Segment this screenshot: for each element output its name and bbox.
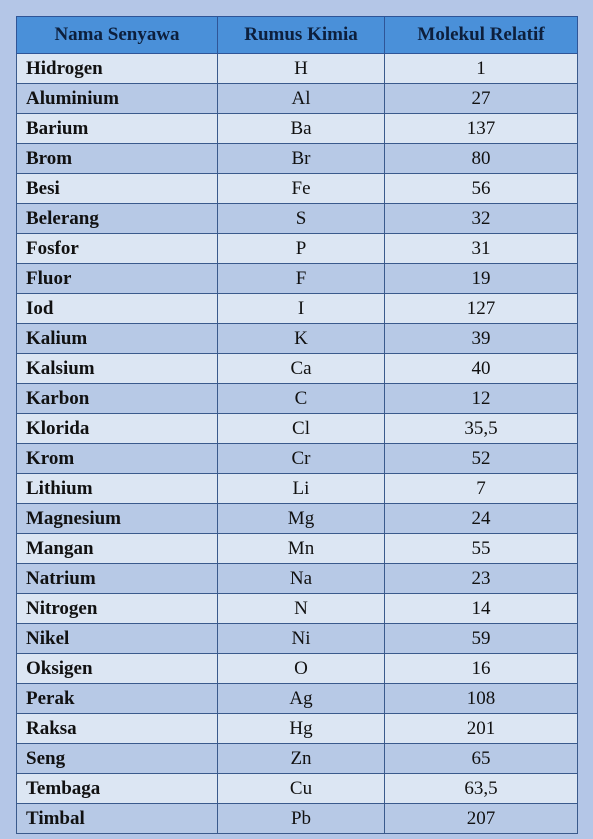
relative-mass-cell: 59 xyxy=(385,624,578,654)
element-name-cell: Lithium xyxy=(17,474,218,504)
element-name-cell: Besi xyxy=(17,174,218,204)
chemical-formula-cell: P xyxy=(218,234,385,264)
chemical-formula-cell: Fe xyxy=(218,174,385,204)
element-name-cell: Nikel xyxy=(17,624,218,654)
relative-mass-cell: 35,5 xyxy=(385,414,578,444)
relative-mass-cell: 19 xyxy=(385,264,578,294)
relative-mass-cell: 201 xyxy=(385,714,578,744)
element-name-cell: Mangan xyxy=(17,534,218,564)
relative-mass-cell: 56 xyxy=(385,174,578,204)
table-row xyxy=(17,294,578,324)
table-row xyxy=(17,564,578,594)
table-row xyxy=(17,324,578,354)
element-name-cell: Brom xyxy=(17,144,218,174)
table-row xyxy=(17,234,578,264)
chemical-formula-cell: Ca xyxy=(218,354,385,384)
chemical-formula-cell: Hg xyxy=(218,714,385,744)
relative-mass-cell: 24 xyxy=(385,504,578,534)
table-row xyxy=(17,654,578,684)
element-name-cell: Hidrogen xyxy=(17,54,218,84)
chemical-formula-cell: Na xyxy=(218,564,385,594)
relative-mass-cell: 137 xyxy=(385,114,578,144)
element-table-container xyxy=(16,16,577,834)
element-name-cell: Oksigen xyxy=(17,654,218,684)
element-table xyxy=(16,16,578,834)
element-name-cell: Nitrogen xyxy=(17,594,218,624)
table-row xyxy=(17,84,578,114)
table-row xyxy=(17,474,578,504)
element-name-cell: Perak xyxy=(17,684,218,714)
chemical-formula-cell: Li xyxy=(218,474,385,504)
element-name-cell: Fosfor xyxy=(17,234,218,264)
table-row xyxy=(17,54,578,84)
chemical-formula-cell: Mg xyxy=(218,504,385,534)
table-row xyxy=(17,744,578,774)
element-name-cell: Raksa xyxy=(17,714,218,744)
header-rumus-kimia: Rumus Kimia xyxy=(218,17,385,54)
chemical-formula-cell: H xyxy=(218,54,385,84)
element-name-cell: Fluor xyxy=(17,264,218,294)
header-nama-senyawa: Nama Senyawa xyxy=(17,17,218,54)
table-body xyxy=(17,54,578,834)
chemical-formula-cell: Ba xyxy=(218,114,385,144)
table-row xyxy=(17,354,578,384)
relative-mass-cell: 207 xyxy=(385,804,578,834)
relative-mass-cell: 63,5 xyxy=(385,774,578,804)
element-name-cell: Seng xyxy=(17,744,218,774)
chemical-formula-cell: Cr xyxy=(218,444,385,474)
table-row xyxy=(17,684,578,714)
chemical-formula-cell: Zn xyxy=(218,744,385,774)
element-name-cell: Karbon xyxy=(17,384,218,414)
chemical-formula-cell: C xyxy=(218,384,385,414)
relative-mass-cell: 55 xyxy=(385,534,578,564)
relative-mass-cell: 7 xyxy=(385,474,578,504)
relative-mass-cell: 80 xyxy=(385,144,578,174)
table-row xyxy=(17,384,578,414)
table-header-row xyxy=(17,17,578,54)
header-molekul-relatif: Molekul Relatif xyxy=(385,17,578,54)
chemical-formula-cell: Cu xyxy=(218,774,385,804)
element-name-cell: Iod xyxy=(17,294,218,324)
table-row xyxy=(17,534,578,564)
table-row xyxy=(17,174,578,204)
table-row xyxy=(17,714,578,744)
relative-mass-cell: 108 xyxy=(385,684,578,714)
element-name-cell: Krom xyxy=(17,444,218,474)
chemical-formula-cell: Br xyxy=(218,144,385,174)
chemical-formula-cell: S xyxy=(218,204,385,234)
element-name-cell: Klorida xyxy=(17,414,218,444)
chemical-formula-cell: I xyxy=(218,294,385,324)
element-name-cell: Kalium xyxy=(17,324,218,354)
element-name-cell: Kalsium xyxy=(17,354,218,384)
chemical-formula-cell: Al xyxy=(218,84,385,114)
element-name-cell: Timbal xyxy=(17,804,218,834)
relative-mass-cell: 1 xyxy=(385,54,578,84)
relative-mass-cell: 65 xyxy=(385,744,578,774)
chemical-formula-cell: Ni xyxy=(218,624,385,654)
relative-mass-cell: 31 xyxy=(385,234,578,264)
relative-mass-cell: 127 xyxy=(385,294,578,324)
table-row xyxy=(17,774,578,804)
chemical-formula-cell: N xyxy=(218,594,385,624)
relative-mass-cell: 32 xyxy=(385,204,578,234)
relative-mass-cell: 12 xyxy=(385,384,578,414)
element-name-cell: Natrium xyxy=(17,564,218,594)
relative-mass-cell: 16 xyxy=(385,654,578,684)
table-row xyxy=(17,264,578,294)
element-name-cell: Belerang xyxy=(17,204,218,234)
chemical-formula-cell: Cl xyxy=(218,414,385,444)
element-name-cell: Magnesium xyxy=(17,504,218,534)
relative-mass-cell: 23 xyxy=(385,564,578,594)
chemical-formula-cell: O xyxy=(218,654,385,684)
chemical-formula-cell: K xyxy=(218,324,385,354)
table-row xyxy=(17,504,578,534)
relative-mass-cell: 14 xyxy=(385,594,578,624)
chemical-formula-cell: F xyxy=(218,264,385,294)
table-row xyxy=(17,414,578,444)
table-row xyxy=(17,804,578,834)
relative-mass-cell: 52 xyxy=(385,444,578,474)
chemical-formula-cell: Mn xyxy=(218,534,385,564)
chemical-formula-cell: Pb xyxy=(218,804,385,834)
relative-mass-cell: 27 xyxy=(385,84,578,114)
table-row xyxy=(17,204,578,234)
element-name-cell: Aluminium xyxy=(17,84,218,114)
table-row xyxy=(17,444,578,474)
table-row xyxy=(17,144,578,174)
relative-mass-cell: 39 xyxy=(385,324,578,354)
element-name-cell: Tembaga xyxy=(17,774,218,804)
element-name-cell: Barium xyxy=(17,114,218,144)
chemical-formula-cell: Ag xyxy=(218,684,385,714)
table-row xyxy=(17,624,578,654)
table-row xyxy=(17,594,578,624)
relative-mass-cell: 40 xyxy=(385,354,578,384)
table-row xyxy=(17,114,578,144)
